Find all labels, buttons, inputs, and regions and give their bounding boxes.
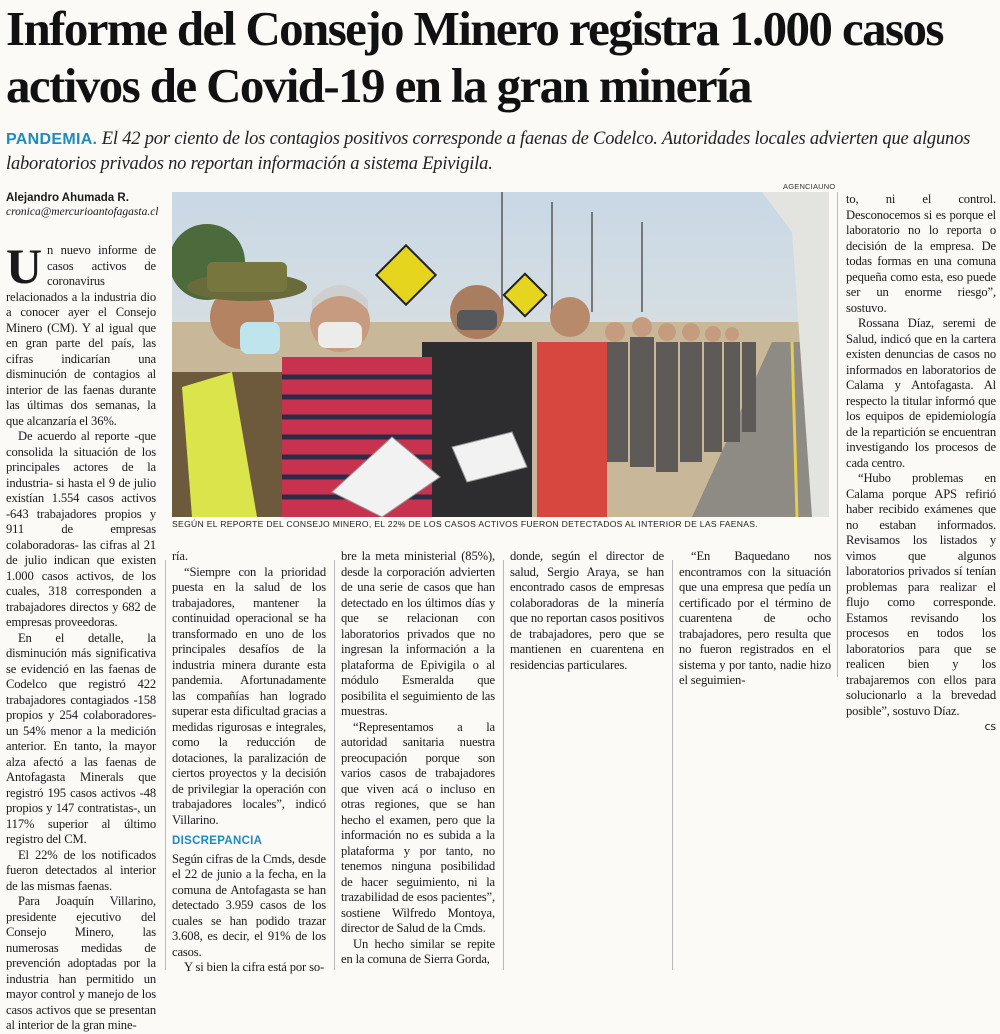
deck-kicker: PANDEMIA. [6, 131, 98, 148]
byline [6, 192, 159, 218]
article-column-6 [846, 192, 996, 735]
paragraph: “Siempre con la prioridad puesta en la salud de los trabajadores, mantener la continuidad operacional se ha transformado en uno de los principales desafíos de la industria minera durante esta pandemia. Afortunadamente las compañías han logrado superar esta dificultad gracias a medidas rigurosas e integrales, como la reducción de dotaciones, la paralización de ciertos proyectos y la decisión de privilegiar la operación con trabajadores locales”, indicó Villarino. [172, 564, 326, 827]
column-rule [334, 560, 335, 970]
paragraph: Según cifras de la Cmds, desde el 22 de junio a la fecha, en la comuna de Antofagasta se han detectado 3.959 casos de los cuales se han podido trazar 3.608, es decir, el 91% de los casos. [172, 851, 326, 959]
article-column-1 [6, 238, 156, 1034]
paragraph: En el detalle, la disminución más significativa se evidenció en las faenas de Codelco que registró 422 trabajadores contagiados -158 propios y 254 colaboradores- un 54% menor a la medición anterior. En tanto, la mayor alza afectó a las faenas de Antofagasta Minerals que registró 195 casos activos -48 propios y 147 contratistas-, un 117% superior al último registro del CM. [6, 630, 156, 846]
paragraph: “En Baquedano nos encontramos con la situación que una empresa que pedía un certificado por el término de cuarentena de ocho trabajadores, pero resulta que no fueron registrados en el sistema y por tanto, nadie hizo el seguimien- [679, 549, 831, 687]
paragraph [6, 238, 156, 429]
paragraph: Para Joaquín Villarino, presidente ejecutivo del Consejo Minero, las numerosas medidas de prevención adoptadas por la industria han permitido un mayor control y manejo de los casos activos que se presentan al interior de la gran mine- [6, 894, 156, 1032]
photo-caption: SEGÚN EL REPORTE DEL CONSEJO MINERO, EL 22% DE LOS CASOS ACTIVOS FUERON DETECTADOS AL INTERIOR DE LAS FAENAS. [172, 519, 759, 529]
photo-credit: AGENCIAUNO [783, 182, 836, 191]
deck-text: El 42 por ciento de los contagios positivos corresponde a faenas de Codelco. Autoridades locales advierten que algunos laboratorios privados no reportan información a sistema Epivigila. [6, 129, 971, 174]
paragraph: bre la meta ministerial (85%), desde la corporación advierten de una serie de casos que han detectado en los últimos días y que se relacionan con laboratorios privados que no ingresan la información a la plataforma de Epivigila o al módulo Esmeralda que posibilita el seguimiento de las muestras. [341, 549, 495, 718]
subheading: DISCREPANCIA [172, 835, 263, 847]
paragraph: Rossana Díaz, seremi de Salud, indicó que en la cartera existen denuncias de casos no informados en laboratorios de Calama y Antofagasta. Al respecto la titular informó que los equipos de epidemiología de la repartición se encuentran investigando los procesos de cada centro. [846, 316, 996, 470]
news-photo-illustration [172, 192, 829, 517]
paragraph: Y si bien la cifra está por so- [184, 960, 325, 974]
paragraph: Un hecho similar se repite en la comuna de Sierra Gorda, [341, 936, 495, 966]
column-rule [672, 560, 673, 970]
byline-email[interactable]: cronica@mercurioantofagasta.cl [6, 206, 159, 218]
headline: Informe del Consejo Minero registra 1.000 casos activos de Covid-19 en la gran minería [6, 1, 943, 113]
paragraph: De acuerdo al reporte -que consolida la situación de los principales actores de la industria- si hasta el 9 de julio existían 1.554 casos activos -643 trabajadores propios y 911 de empresas colaboradoras- las cifras al 21 de julio indican que existen 1.000 casos activos, de los cuales, 318 corresponden a trabajadores directos y 682 de empresas proveedoras. [6, 429, 156, 629]
paragraph: ría. [172, 549, 188, 563]
drop-cap: U [6, 238, 42, 294]
paragraph: “Representamos a la autoridad sanitaria nuestra preocupación porque son varios casos de trabajadores que viven acá o incluso en otras regiones, que se han hecho el examen, pero que la información no es subida a la plataforma y por tanto, no tenemos ninguna posibilidad de hacer seguimiento, ni la trazabilidad de esos pacientes”, sostiene Wilfredo Montoya, director de Salud de la Cmds. [341, 719, 495, 935]
paragraph: to, ni el control. Desconocemos si es porque el laboratorio no lo reporta o decisión de la empresa. De todas formas en una comuna pequeña como esta, eso puede ser un enorme riesgo”, sostuvo. [846, 192, 996, 315]
news-photo [172, 192, 829, 517]
end-mark: cs [984, 720, 996, 733]
article-column-4 [510, 549, 664, 673]
deck [6, 127, 996, 176]
article-column-5 [679, 549, 831, 689]
paragraph: donde, según el director de salud, Sergio Araya, se han encontrado casos de empresas colaboradoras de la minería que no reportan casos positivos de trabajadores, pero que se mantienen en cuarentena en residencias particulares. [510, 549, 664, 672]
paragraph: “Hubo problemas en Calama porque APS refirió haber recibido exámenes que no estaban informados. Revisamos los listados y vimos que algunos laboratorios privados sí tenían problemas para realizar el flujo como corresponde. Estamos revisando los procesos en todos los laboratorios para que se realicen bien y los trabajaremos con ellos para solucionarlo a la brevedad posible”, sostuvo Díaz. [846, 471, 996, 718]
paragraph: El 22% de los notificados fueron detectados al interior de las mismas faenas. [6, 847, 156, 893]
article-column-2 [172, 549, 326, 976]
byline-author: Alejandro Ahumada R. [6, 192, 129, 204]
column-rule [503, 560, 504, 970]
column-rule [165, 560, 166, 970]
article-column-3 [341, 549, 495, 968]
paragraph-text: n nuevo informe de casos activos de coronavirus relacionados a la industria dio a conocer ayer el Consejo Minero (CM). Y al igual que en gran parte del país, las cifras indicarían una disminución de contagios al interior de las faenas durante las últimas dos semanas, la que alcanzaría el 36%. [6, 243, 156, 428]
column-rule [837, 192, 838, 677]
